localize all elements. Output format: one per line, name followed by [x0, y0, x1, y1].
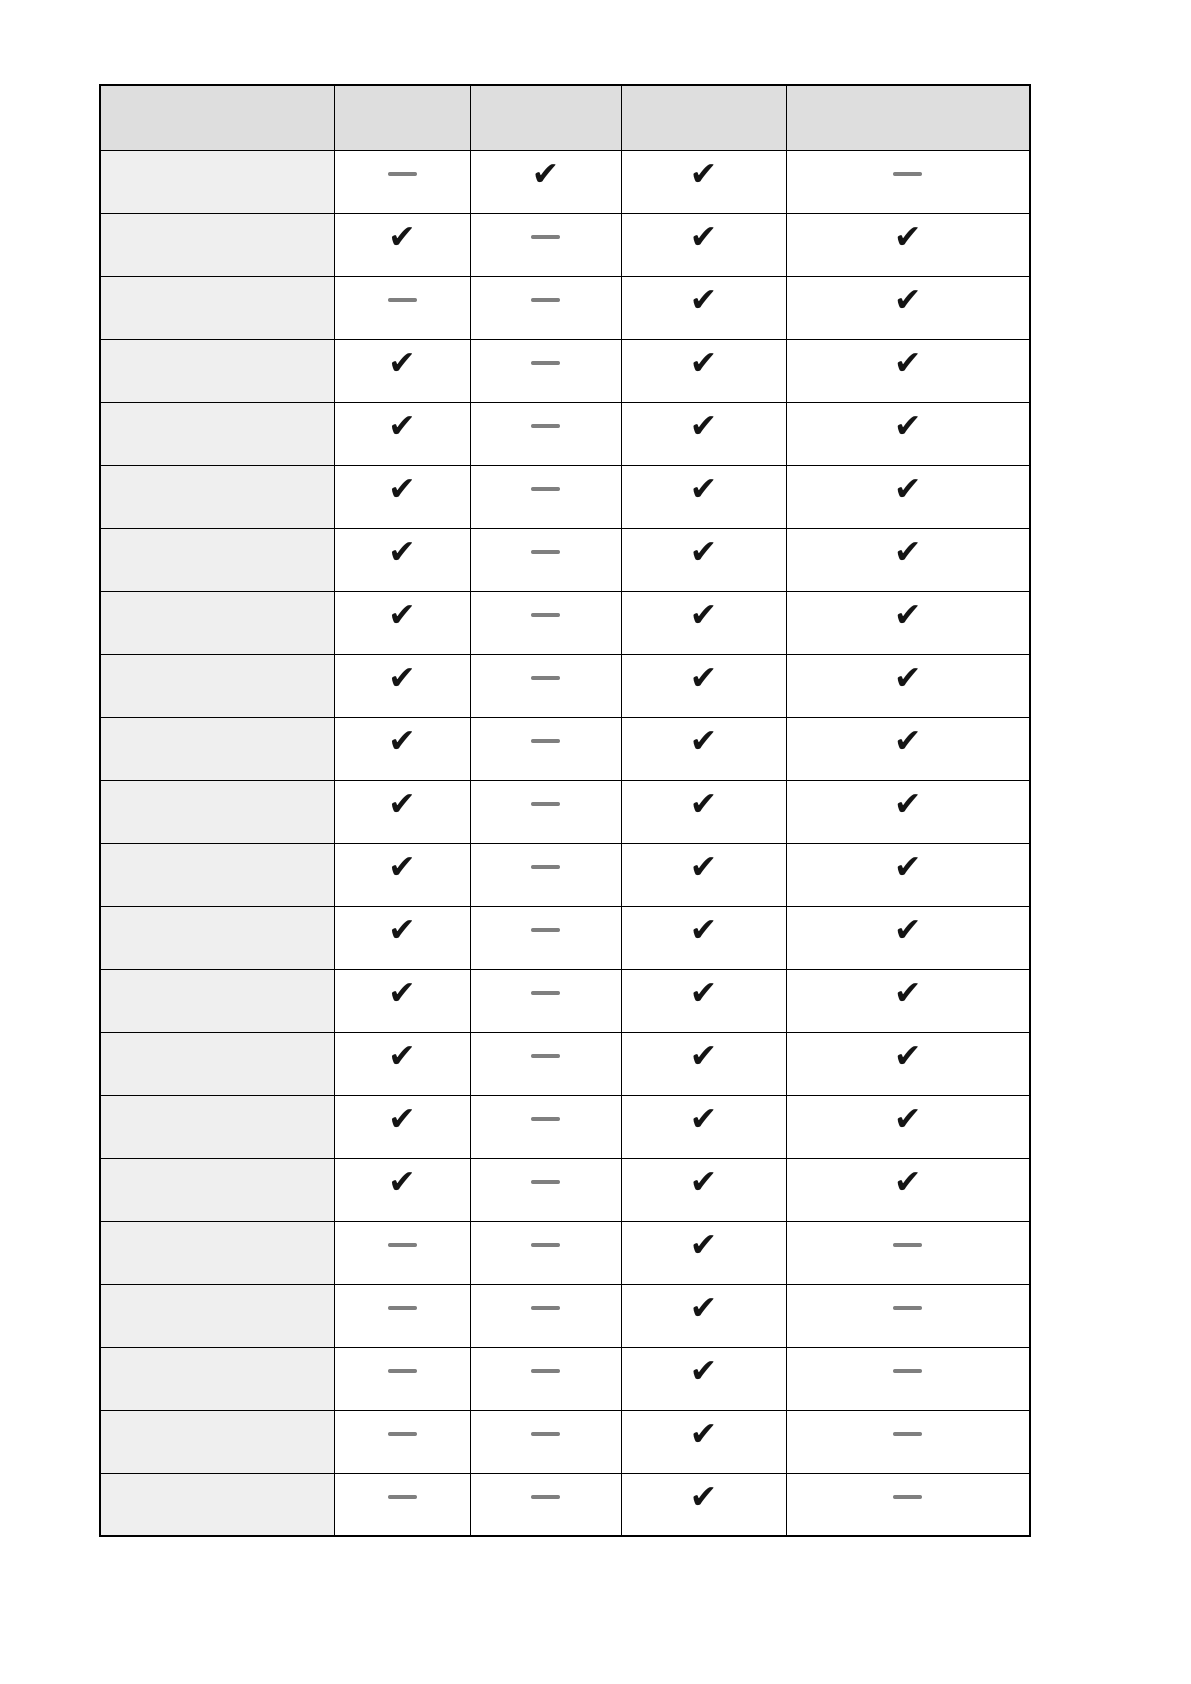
table-row: [100, 213, 1030, 276]
value-cell: [786, 1221, 1030, 1284]
row-label-cell: [100, 465, 334, 528]
value-cell: [621, 906, 786, 969]
dash-icon: [531, 739, 560, 743]
value-cell: [470, 213, 621, 276]
dash-icon: [531, 1180, 560, 1184]
check-icon: ✔: [689, 531, 718, 571]
dash-icon: [893, 1495, 922, 1499]
row-label-cell: [100, 276, 334, 339]
check-icon: ✔: [689, 1035, 718, 1075]
dash-icon: [531, 1495, 560, 1499]
table-row: [100, 1221, 1030, 1284]
check-icon: ✔: [388, 1035, 416, 1075]
check-icon: ✔: [893, 972, 922, 1012]
value-cell: [786, 1284, 1030, 1347]
check-icon: ✔: [689, 279, 718, 319]
value-cell: [334, 654, 470, 717]
value-cell: [621, 843, 786, 906]
check-icon: ✔: [388, 342, 416, 382]
row-label-cell: [100, 1221, 334, 1284]
table-row: [100, 1347, 1030, 1410]
check-icon: ✔: [689, 1224, 718, 1264]
row-label-cell: [100, 213, 334, 276]
value-cell: [334, 1284, 470, 1347]
header-cell-1: [334, 85, 470, 150]
dash-icon: [531, 487, 560, 491]
row-label-cell: [100, 591, 334, 654]
value-cell: [786, 1158, 1030, 1221]
value-cell: [334, 717, 470, 780]
value-cell: [621, 1473, 786, 1536]
value-cell: [334, 339, 470, 402]
check-icon: ✔: [689, 972, 718, 1012]
value-cell: [470, 1158, 621, 1221]
check-icon: ✔: [689, 1350, 718, 1390]
value-cell: [470, 654, 621, 717]
value-cell: [786, 1095, 1030, 1158]
check-icon: ✔: [689, 1098, 718, 1138]
value-cell: [786, 1032, 1030, 1095]
value-cell: [470, 339, 621, 402]
value-cell: [334, 465, 470, 528]
check-icon: ✔: [689, 1287, 718, 1327]
check-icon: ✔: [388, 972, 416, 1012]
dash-icon: [893, 1369, 922, 1373]
header-row: [100, 85, 1030, 150]
check-icon: ✔: [388, 405, 416, 445]
check-icon: ✔: [388, 531, 416, 571]
value-cell: [334, 528, 470, 591]
row-label-cell: [100, 780, 334, 843]
dash-icon: [388, 1495, 417, 1499]
check-icon: ✔: [388, 783, 416, 823]
table-row: [100, 906, 1030, 969]
check-icon: ✔: [388, 594, 416, 634]
table-row: [100, 150, 1030, 213]
value-cell: [621, 1347, 786, 1410]
check-icon: ✔: [689, 657, 718, 697]
dash-icon: [893, 172, 922, 176]
value-cell: [470, 276, 621, 339]
dash-icon: [531, 550, 560, 554]
value-cell: [334, 906, 470, 969]
value-cell: [470, 528, 621, 591]
value-cell: [621, 591, 786, 654]
table-row: [100, 654, 1030, 717]
row-label-cell: [100, 402, 334, 465]
value-cell: [786, 276, 1030, 339]
value-cell: [470, 1032, 621, 1095]
row-label-cell: [100, 906, 334, 969]
value-cell: [470, 969, 621, 1032]
table-body: [100, 150, 1030, 1536]
dash-icon: [531, 1369, 560, 1373]
table-row: [100, 1095, 1030, 1158]
dash-icon: [531, 1117, 560, 1121]
check-icon: ✔: [689, 1476, 718, 1516]
value-cell: [470, 1221, 621, 1284]
value-cell: [786, 528, 1030, 591]
table-row: [100, 843, 1030, 906]
dash-icon: [531, 235, 560, 239]
value-cell: [334, 1095, 470, 1158]
table-row: [100, 1284, 1030, 1347]
table-header: [100, 85, 1030, 150]
value-cell: [470, 150, 621, 213]
check-icon: ✔: [388, 657, 416, 697]
row-label-cell: [100, 843, 334, 906]
check-icon: ✔: [388, 468, 416, 508]
table-row: [100, 1410, 1030, 1473]
row-label-cell: [100, 717, 334, 780]
value-cell: [786, 465, 1030, 528]
table-row: [100, 969, 1030, 1032]
table-row: [100, 1032, 1030, 1095]
dash-icon: [531, 928, 560, 932]
table-row: [100, 780, 1030, 843]
check-icon: ✔: [893, 1035, 922, 1075]
check-icon: ✔: [689, 1161, 718, 1201]
value-cell: [786, 339, 1030, 402]
value-cell: [786, 1347, 1030, 1410]
value-cell: [470, 1347, 621, 1410]
check-icon: ✔: [893, 720, 922, 760]
dash-icon: [531, 613, 560, 617]
check-icon: ✔: [388, 1098, 416, 1138]
value-cell: [621, 213, 786, 276]
check-icon: ✔: [388, 720, 416, 760]
value-cell: [621, 339, 786, 402]
check-icon: ✔: [893, 846, 922, 886]
row-label-cell: [100, 339, 334, 402]
value-cell: [470, 906, 621, 969]
dash-icon: [388, 1243, 417, 1247]
check-icon: ✔: [689, 783, 718, 823]
value-cell: [786, 654, 1030, 717]
check-icon: ✔: [893, 594, 922, 634]
value-cell: [470, 465, 621, 528]
check-icon: ✔: [388, 909, 416, 949]
check-icon: ✔: [893, 909, 922, 949]
dash-icon: [893, 1306, 922, 1310]
row-label-cell: [100, 1158, 334, 1221]
value-cell: [470, 402, 621, 465]
table-row: [100, 465, 1030, 528]
value-cell: [621, 717, 786, 780]
check-icon: ✔: [689, 216, 718, 256]
value-cell: [470, 717, 621, 780]
header-cell-3: [621, 85, 786, 150]
check-icon: ✔: [689, 342, 718, 382]
value-cell: [621, 1032, 786, 1095]
value-cell: [786, 1473, 1030, 1536]
table-row: [100, 402, 1030, 465]
check-icon: ✔: [893, 468, 922, 508]
dash-icon: [531, 1432, 560, 1436]
value-cell: [470, 780, 621, 843]
value-cell: [334, 969, 470, 1032]
value-cell: [334, 1473, 470, 1536]
value-cell: [786, 780, 1030, 843]
value-cell: [334, 213, 470, 276]
row-label-cell: [100, 1032, 334, 1095]
dash-icon: [531, 802, 560, 806]
check-icon: ✔: [388, 1161, 416, 1201]
value-cell: [621, 1410, 786, 1473]
dash-icon: [531, 1306, 560, 1310]
value-cell: [334, 1032, 470, 1095]
dash-icon: [531, 1243, 560, 1247]
availability-table-container: [99, 84, 1031, 1537]
header-cell-row-label: [100, 85, 334, 150]
dash-icon: [531, 991, 560, 995]
value-cell: [786, 402, 1030, 465]
value-cell: [334, 276, 470, 339]
check-icon: ✔: [689, 405, 718, 445]
value-cell: [621, 1095, 786, 1158]
check-icon: ✔: [893, 1098, 922, 1138]
value-cell: [334, 1221, 470, 1284]
table-row: [100, 717, 1030, 780]
table-row: [100, 339, 1030, 402]
value-cell: [786, 906, 1030, 969]
value-cell: [470, 591, 621, 654]
check-icon: ✔: [689, 468, 718, 508]
check-icon: ✔: [388, 216, 416, 256]
check-icon: ✔: [893, 657, 922, 697]
dash-icon: [388, 298, 417, 302]
value-cell: [621, 654, 786, 717]
check-icon: ✔: [689, 594, 718, 634]
row-label-cell: [100, 654, 334, 717]
check-icon: ✔: [893, 405, 922, 445]
value-cell: [786, 1410, 1030, 1473]
dash-icon: [388, 1369, 417, 1373]
value-cell: [786, 843, 1030, 906]
check-icon: ✔: [689, 1413, 718, 1453]
row-label-cell: [100, 969, 334, 1032]
dash-icon: [388, 172, 417, 176]
value-cell: [334, 1347, 470, 1410]
value-cell: [621, 1158, 786, 1221]
check-icon: ✔: [893, 216, 922, 256]
check-icon: ✔: [689, 909, 718, 949]
value-cell: [621, 1284, 786, 1347]
value-cell: [334, 1158, 470, 1221]
table-row: [100, 591, 1030, 654]
check-icon: ✔: [531, 153, 560, 193]
row-label-cell: [100, 1347, 334, 1410]
dash-icon: [531, 1054, 560, 1058]
value-cell: [470, 1473, 621, 1536]
value-cell: [786, 213, 1030, 276]
dash-icon: [531, 424, 560, 428]
value-cell: [786, 150, 1030, 213]
value-cell: [621, 1221, 786, 1284]
value-cell: [334, 402, 470, 465]
value-cell: [334, 591, 470, 654]
header-cell-2: [470, 85, 621, 150]
value-cell: [470, 1410, 621, 1473]
row-label-cell: [100, 1410, 334, 1473]
check-icon: ✔: [893, 342, 922, 382]
check-icon: ✔: [689, 153, 718, 193]
row-label-cell: [100, 1473, 334, 1536]
table-row: [100, 1473, 1030, 1536]
value-cell: [334, 843, 470, 906]
value-cell: [621, 150, 786, 213]
check-icon: ✔: [893, 531, 922, 571]
check-icon: ✔: [893, 279, 922, 319]
row-label-cell: [100, 1284, 334, 1347]
dash-icon: [388, 1432, 417, 1436]
value-cell: [334, 1410, 470, 1473]
value-cell: [786, 717, 1030, 780]
value-cell: [621, 969, 786, 1032]
check-icon: ✔: [689, 720, 718, 760]
row-label-cell: [100, 1095, 334, 1158]
dash-icon: [893, 1243, 922, 1247]
table-row: [100, 1158, 1030, 1221]
dash-icon: [893, 1432, 922, 1436]
value-cell: [621, 528, 786, 591]
row-label-cell: [100, 150, 334, 213]
dash-icon: [531, 298, 560, 302]
value-cell: [621, 465, 786, 528]
check-icon: ✔: [893, 1161, 922, 1201]
value-cell: [334, 780, 470, 843]
header-cell-4: [786, 85, 1030, 150]
table-row: [100, 276, 1030, 339]
availability-matrix-table: [99, 84, 1031, 1537]
value-cell: [621, 276, 786, 339]
table-row: [100, 528, 1030, 591]
value-cell: [470, 1095, 621, 1158]
check-icon: ✔: [893, 783, 922, 823]
row-label-cell: [100, 528, 334, 591]
dash-icon: [531, 865, 560, 869]
dash-icon: [531, 361, 560, 365]
check-icon: ✔: [388, 846, 416, 886]
value-cell: [470, 1284, 621, 1347]
dash-icon: [388, 1306, 417, 1310]
value-cell: [786, 591, 1030, 654]
value-cell: [621, 402, 786, 465]
check-icon: ✔: [689, 846, 718, 886]
value-cell: [621, 780, 786, 843]
value-cell: [334, 150, 470, 213]
value-cell: [470, 843, 621, 906]
value-cell: [786, 969, 1030, 1032]
dash-icon: [531, 676, 560, 680]
